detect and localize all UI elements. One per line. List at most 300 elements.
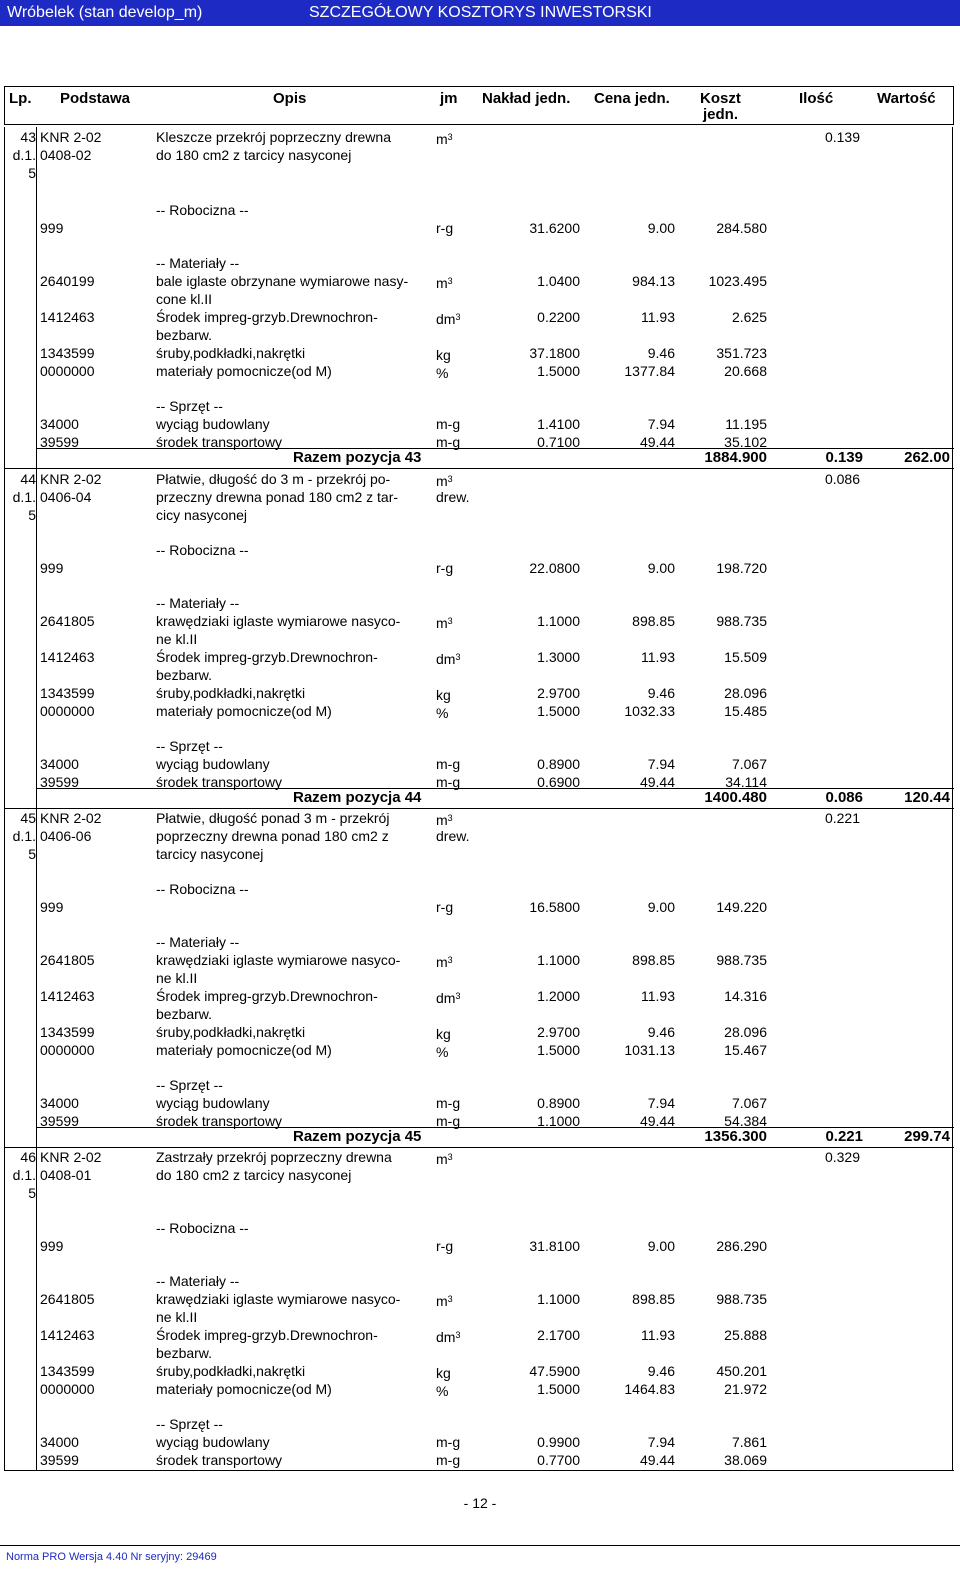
equipment-price: 7.94 <box>647 1095 675 1111</box>
material-cost: 21.972 <box>724 1381 767 1397</box>
equipment-unit: m-g <box>436 1095 461 1111</box>
position-summary-label: Razem pozycja 43 <box>293 449 422 466</box>
equipment-price: 49.44 <box>639 1452 675 1468</box>
equipment-norm: 0.7700 <box>537 1452 580 1468</box>
equipment-unit: m-g <box>436 1452 461 1468</box>
position-description: do 180 cm2 z tarcicy nasyconej <box>156 1167 352 1183</box>
material-cost: 351.723 <box>716 345 767 361</box>
materials-section-label: -- Materiały -- <box>156 1273 240 1289</box>
equipment-price: 49.44 <box>639 1113 675 1129</box>
material-unit-base: dm <box>436 651 456 667</box>
material-cost: 14.316 <box>724 988 767 1004</box>
material-code: 2641805 <box>40 1291 95 1307</box>
equipment-description: wyciąg budowlany <box>156 1095 270 1111</box>
material-norm: 1.5000 <box>537 363 580 379</box>
material-norm: 1.2000 <box>537 988 580 1004</box>
position-unit-exponent: 3 <box>447 813 453 823</box>
position-quantity: 0.329 <box>824 1149 860 1165</box>
equipment-description: środek transportowy <box>156 1452 283 1468</box>
position-summary-quantity: 0.086 <box>825 789 863 806</box>
material-description: Środek impreg-grzyb.Drewnochron- <box>156 309 378 325</box>
table-bottom-rule <box>4 1470 954 1471</box>
position-unit-base: m <box>436 131 448 147</box>
material-description: śruby,podkładki,nakrętki <box>156 1363 306 1379</box>
labor-cost: 149.220 <box>716 899 767 915</box>
col-jm: jm <box>440 90 458 107</box>
material-unit <box>436 272 453 292</box>
material-norm: 1.0400 <box>537 273 580 289</box>
col-koszt: Koszt <box>700 90 741 107</box>
equipment-description: wyciąg budowlany <box>156 1434 270 1450</box>
position-basis: 0408-02 <box>40 147 92 163</box>
equipment-section-label: -- Sprzęt -- <box>156 398 223 414</box>
equipment-code: 34000 <box>40 1095 79 1111</box>
position-description: tarcicy nasyconej <box>156 846 264 862</box>
equipment-unit: m-g <box>436 1434 461 1450</box>
material-description: bale iglaste obrzynane wymiarowe nasy- <box>156 273 409 289</box>
position-lp: 5 <box>28 846 36 862</box>
material-description: śruby,podkładki,nakrętki <box>156 345 306 361</box>
footer-divider <box>0 1545 960 1546</box>
equipment-cost: 54.384 <box>724 1113 767 1129</box>
material-cost: 15.509 <box>724 649 767 665</box>
equipment-code: 34000 <box>40 416 79 432</box>
labor-norm: 22.0800 <box>529 560 580 576</box>
material-cost: 1023.495 <box>708 273 767 289</box>
material-unit <box>436 344 451 364</box>
position-description: poprzeczny drewna ponad 180 cm2 z <box>156 828 389 844</box>
position-summary-cost: 1400.480 <box>704 789 767 806</box>
material-price: 9.46 <box>647 1363 675 1379</box>
labor-norm: 31.8100 <box>529 1238 580 1254</box>
material-description: bezbarw. <box>156 667 213 683</box>
labor-section-label: -- Robocizna -- <box>156 1220 249 1236</box>
material-unit-exponent: 3 <box>455 1330 461 1340</box>
position-unit <box>436 809 453 829</box>
equipment-cost: 38.069 <box>724 1452 767 1468</box>
position-basis: KNR 2-02 <box>40 1149 102 1165</box>
material-unit <box>436 1362 451 1382</box>
equipment-norm: 0.8900 <box>537 1095 580 1111</box>
position-right-border <box>952 1146 953 1470</box>
labor-cost: 198.720 <box>716 560 767 576</box>
material-unit-exponent: 3 <box>455 652 461 662</box>
material-price: 11.93 <box>641 1327 675 1343</box>
material-unit-base: dm <box>436 311 456 327</box>
material-description: krawędziaki iglaste wymiarowe nasyco- <box>156 1291 401 1307</box>
labor-code: 999 <box>40 1238 64 1254</box>
material-price: 11.93 <box>641 649 675 665</box>
equipment-code: 34000 <box>40 1434 79 1450</box>
position-lp: d.1. <box>12 828 36 844</box>
material-cost: 450.201 <box>716 1363 767 1379</box>
materials-section-label: -- Materiały -- <box>156 934 240 950</box>
material-unit <box>436 702 448 722</box>
position-lp: d.1. <box>12 1167 36 1183</box>
position-right-border <box>952 807 953 1146</box>
position-unit-exponent: 3 <box>447 474 453 484</box>
material-price: 11.93 <box>641 309 675 325</box>
position-description: Zastrzały przekrój poprzeczny drewna <box>156 1149 392 1165</box>
position-summary-label: Razem pozycja 45 <box>293 1128 422 1145</box>
position-unit-base: m <box>436 1151 448 1167</box>
labor-cost: 286.290 <box>716 1238 767 1254</box>
position-right-border <box>952 467 953 807</box>
material-code: 2640199 <box>40 273 95 289</box>
labor-norm: 31.6200 <box>529 220 580 236</box>
material-unit-base: kg <box>436 347 451 363</box>
material-unit <box>436 308 460 328</box>
material-norm: 1.1000 <box>537 952 580 968</box>
equipment-section-label: -- Sprzęt -- <box>156 738 223 754</box>
equipment-unit: m-g <box>436 1113 461 1129</box>
material-code: 0000000 <box>40 703 95 719</box>
material-price: 11.93 <box>641 988 675 1004</box>
position-unit <box>436 1148 453 1168</box>
labor-unit: r-g <box>436 1238 454 1254</box>
material-norm: 1.1000 <box>537 613 580 629</box>
equipment-cost: 7.067 <box>731 756 767 772</box>
labor-section-label: -- Robocizna -- <box>156 202 249 218</box>
material-unit-base: % <box>436 705 449 721</box>
labor-price: 9.00 <box>647 1238 675 1254</box>
equipment-price: 49.44 <box>639 774 675 790</box>
equipment-section-label: -- Sprzęt -- <box>156 1077 223 1093</box>
material-price: 1031.13 <box>624 1042 675 1058</box>
software-version: Norma PRO Wersja 4.40 Nr seryjny: 29469 <box>6 1551 217 1563</box>
equipment-description: środek transportowy <box>156 774 283 790</box>
material-cost: 988.735 <box>716 952 767 968</box>
position-description: Płatwie, długość do 3 m - przekrój po- <box>156 471 391 487</box>
material-code: 1412463 <box>40 1327 95 1343</box>
material-description: bezbarw. <box>156 1345 213 1361</box>
material-norm: 1.5000 <box>537 703 580 719</box>
material-unit <box>436 612 453 632</box>
equipment-description: wyciąg budowlany <box>156 756 270 772</box>
position-description: do 180 cm2 z tarcicy nasyconej <box>156 147 352 163</box>
material-norm: 37.1800 <box>529 345 580 361</box>
summary-top-rule <box>36 1127 954 1128</box>
material-unit <box>436 648 460 668</box>
material-description: materiały pomocnicze(od M) <box>156 1381 332 1397</box>
material-price: 9.46 <box>647 685 675 701</box>
material-description: krawędziaki iglaste wymiarowe nasyco- <box>156 613 401 629</box>
material-code: 1412463 <box>40 309 95 325</box>
equipment-description: środek transportowy <box>156 434 283 450</box>
material-cost: 988.735 <box>716 613 767 629</box>
material-price: 898.85 <box>632 1291 675 1307</box>
material-code: 0000000 <box>40 363 95 379</box>
material-norm: 1.5000 <box>537 1042 580 1058</box>
material-unit-base: % <box>436 365 449 381</box>
position-unit <box>436 470 453 490</box>
equipment-norm: 0.6900 <box>537 774 580 790</box>
equipment-price: 7.94 <box>647 416 675 432</box>
material-code: 1343599 <box>40 1363 95 1379</box>
position-summary-quantity: 0.139 <box>825 449 863 466</box>
material-norm: 1.3000 <box>537 649 580 665</box>
material-cost: 988.735 <box>716 1291 767 1307</box>
position-description: Kleszcze przekrój poprzeczny drewna <box>156 129 391 145</box>
equipment-cost: 7.067 <box>731 1095 767 1111</box>
material-price: 9.46 <box>647 1024 675 1040</box>
material-norm: 2.9700 <box>537 1024 580 1040</box>
position-description: cicy nasyconej <box>156 507 248 523</box>
position-summary-value: 262.00 <box>904 449 950 466</box>
material-norm: 1.1000 <box>537 1291 580 1307</box>
material-description: cone kl.II <box>156 291 213 307</box>
position-unit-base: m <box>436 812 448 828</box>
page-number: - 12 - <box>463 1495 497 1511</box>
equipment-unit: m-g <box>436 774 461 790</box>
material-description: bezbarw. <box>156 327 213 343</box>
position-basis: KNR 2-02 <box>40 129 102 145</box>
material-cost: 2.625 <box>731 309 767 325</box>
material-code: 0000000 <box>40 1042 95 1058</box>
material-price: 898.85 <box>632 613 675 629</box>
material-description: Środek impreg-grzyb.Drewnochron- <box>156 1327 378 1343</box>
position-basis: KNR 2-02 <box>40 810 102 826</box>
position-left-border <box>4 127 5 467</box>
material-price: 1032.33 <box>624 703 675 719</box>
material-description: materiały pomocnicze(od M) <box>156 1042 332 1058</box>
position-summary-label: Razem pozycja 44 <box>293 789 422 806</box>
col-lp: Lp. <box>9 90 32 107</box>
material-price: 984.13 <box>632 273 675 289</box>
material-unit-exponent: 3 <box>455 312 461 322</box>
position-lp: 5 <box>28 165 36 181</box>
position-right-border <box>952 127 953 467</box>
equipment-description: środek transportowy <box>156 1113 283 1129</box>
position-quantity: 0.086 <box>824 471 860 487</box>
position-lp: 5 <box>28 507 36 523</box>
equipment-code: 39599 <box>40 1113 79 1129</box>
material-code: 2641805 <box>40 613 95 629</box>
material-unit-base: dm <box>436 1329 456 1345</box>
material-description: krawędziaki iglaste wymiarowe nasyco- <box>156 952 401 968</box>
position-unit-suffix: drew. <box>436 489 470 505</box>
position-description: Płatwie, długość ponad 3 m - przekrój <box>156 810 390 826</box>
material-unit <box>436 1041 448 1061</box>
position-summary-value: 299.74 <box>904 1128 950 1145</box>
position-summary-cost: 1356.300 <box>704 1128 767 1145</box>
equipment-cost: 34.114 <box>725 774 767 790</box>
equipment-cost: 35.102 <box>724 434 767 450</box>
material-unit-exponent: 3 <box>455 991 461 1001</box>
position-left-border <box>4 1146 5 1470</box>
position-basis: 0408-01 <box>40 1167 92 1183</box>
labor-price: 9.00 <box>647 220 675 236</box>
material-unit-base: % <box>436 1044 449 1060</box>
material-description: materiały pomocnicze(od M) <box>156 363 332 379</box>
equipment-norm: 1.1000 <box>537 1113 580 1129</box>
material-description: śruby,podkładki,nakrętki <box>156 1024 306 1040</box>
material-code: 1343599 <box>40 685 95 701</box>
material-cost: 20.668 <box>724 363 767 379</box>
equipment-norm: 0.9900 <box>537 1434 580 1450</box>
position-lp: 43 <box>20 129 36 145</box>
material-code: 0000000 <box>40 1381 95 1397</box>
equipment-section-label: -- Sprzęt -- <box>156 1416 223 1432</box>
position-unit-base: m <box>436 473 448 489</box>
material-unit <box>436 1290 453 1310</box>
position-left-border <box>4 807 5 1146</box>
material-unit-base: m <box>436 1293 448 1309</box>
labor-norm: 16.5800 <box>529 899 580 915</box>
labor-section-label: -- Robocizna -- <box>156 881 249 897</box>
material-unit-exponent: 3 <box>447 276 453 286</box>
labor-price: 9.00 <box>647 899 675 915</box>
material-unit-base: kg <box>436 687 451 703</box>
position-lp-divider <box>36 807 37 1146</box>
material-unit-base: % <box>436 1383 449 1399</box>
equipment-unit: m-g <box>436 756 461 772</box>
material-code: 2641805 <box>40 952 95 968</box>
equipment-unit: m-g <box>436 416 461 432</box>
material-unit-exponent: 3 <box>447 955 453 965</box>
position-summary-cost: 1884.900 <box>704 449 767 466</box>
labor-code: 999 <box>40 560 64 576</box>
material-unit-base: kg <box>436 1365 451 1381</box>
material-price: 1464.83 <box>624 1381 675 1397</box>
equipment-description: wyciąg budowlany <box>156 416 270 432</box>
equipment-cost: 11.195 <box>725 416 767 432</box>
material-cost: 28.096 <box>724 685 767 701</box>
position-left-border <box>4 467 5 807</box>
material-norm: 2.1700 <box>537 1327 580 1343</box>
material-norm: 2.9700 <box>537 685 580 701</box>
material-description: Środek impreg-grzyb.Drewnochron- <box>156 649 378 665</box>
material-unit-exponent: 3 <box>447 616 453 626</box>
material-code: 1412463 <box>40 988 95 1004</box>
col-koszt-jedn: jedn. <box>703 106 739 123</box>
material-description: ne kl.II <box>156 1309 198 1325</box>
material-unit <box>436 951 453 971</box>
equipment-code: 39599 <box>40 434 79 450</box>
col-podstawa: Podstawa <box>60 90 131 107</box>
col-opis: Opis <box>273 90 307 107</box>
col-cena: Cena jedn. <box>594 90 670 107</box>
position-basis: KNR 2-02 <box>40 471 102 487</box>
equipment-price: 7.94 <box>647 756 675 772</box>
material-price: 1377.84 <box>624 363 675 379</box>
position-lp-divider <box>36 127 37 467</box>
position-basis: 0406-04 <box>40 489 92 505</box>
material-unit <box>436 362 448 382</box>
material-norm: 0.2200 <box>537 309 580 325</box>
equipment-norm: 0.8900 <box>537 756 580 772</box>
labor-cost: 284.580 <box>716 220 767 236</box>
equipment-price: 49.44 <box>639 434 675 450</box>
material-unit-exponent: 3 <box>447 1294 453 1304</box>
col-ilosc: Ilość <box>799 90 834 107</box>
material-cost: 25.888 <box>724 1327 767 1343</box>
material-unit-base: m <box>436 954 448 970</box>
material-description: ne kl.II <box>156 631 198 647</box>
position-basis: 0406-06 <box>40 828 92 844</box>
document-title: SZCZEGÓŁOWY KOSZTORYS INWESTORSKI <box>309 4 652 21</box>
material-code: 1412463 <box>40 649 95 665</box>
equipment-norm: 0.7100 <box>537 434 580 450</box>
position-quantity: 0.139 <box>824 129 860 145</box>
material-unit <box>436 1380 448 1400</box>
position-unit-exponent: 3 <box>447 1152 453 1162</box>
material-description: Środek impreg-grzyb.Drewnochron- <box>156 988 378 1004</box>
material-cost: 15.485 <box>724 703 767 719</box>
material-price: 9.46 <box>647 345 675 361</box>
position-lp-divider <box>36 467 37 807</box>
material-unit-base: kg <box>436 1026 451 1042</box>
position-summary-value: 120.44 <box>904 789 950 806</box>
summary-top-rule <box>36 788 954 789</box>
equipment-code: 39599 <box>40 1452 79 1468</box>
position-lp: 44 <box>20 471 36 487</box>
position-lp: 45 <box>20 810 36 826</box>
material-unit <box>436 1326 460 1346</box>
material-unit-base: dm <box>436 990 456 1006</box>
materials-section-label: -- Materiały -- <box>156 595 240 611</box>
position-unit <box>436 128 453 148</box>
material-unit <box>436 1023 451 1043</box>
summary-bottom-rule <box>4 468 954 469</box>
material-cost: 28.096 <box>724 1024 767 1040</box>
labor-price: 9.00 <box>647 560 675 576</box>
position-lp: d.1. <box>12 489 36 505</box>
position-lp: 46 <box>20 1149 36 1165</box>
position-unit-exponent: 3 <box>447 132 453 142</box>
position-lp-divider <box>36 1146 37 1470</box>
labor-unit: r-g <box>436 560 454 576</box>
col-wartosc: Wartość <box>877 90 936 107</box>
position-unit-suffix: drew. <box>436 828 470 844</box>
material-description: materiały pomocnicze(od M) <box>156 703 332 719</box>
position-description: przeczny drewna ponad 180 cm2 z tar- <box>156 489 399 505</box>
material-unit <box>436 684 451 704</box>
material-description: śruby,podkładki,nakrętki <box>156 685 306 701</box>
labor-unit: r-g <box>436 220 454 236</box>
labor-code: 999 <box>40 220 64 236</box>
material-price: 898.85 <box>632 952 675 968</box>
position-lp: 5 <box>28 1185 36 1201</box>
equipment-unit: m-g <box>436 434 461 450</box>
material-norm: 47.5900 <box>529 1363 580 1379</box>
labor-unit: r-g <box>436 899 454 915</box>
material-description: ne kl.II <box>156 970 198 986</box>
material-code: 1343599 <box>40 1024 95 1040</box>
equipment-code: 34000 <box>40 756 79 772</box>
project-title: Wróbelek (stan develop_m) <box>7 4 203 21</box>
material-unit-base: m <box>436 615 448 631</box>
position-lp: d.1. <box>12 147 36 163</box>
material-description: bezbarw. <box>156 1006 213 1022</box>
material-norm: 1.5000 <box>537 1381 580 1397</box>
material-cost: 15.467 <box>724 1042 767 1058</box>
summary-top-rule <box>36 448 954 449</box>
labor-code: 999 <box>40 899 64 915</box>
equipment-cost: 7.861 <box>731 1434 767 1450</box>
materials-section-label: -- Materiały -- <box>156 255 240 271</box>
equipment-price: 7.94 <box>647 1434 675 1450</box>
labor-section-label: -- Robocizna -- <box>156 542 249 558</box>
col-naklad: Nakład jedn. <box>482 90 571 107</box>
material-unit <box>436 987 460 1007</box>
material-unit-base: m <box>436 275 448 291</box>
position-summary-quantity: 0.221 <box>825 1128 863 1145</box>
equipment-norm: 1.4100 <box>537 416 580 432</box>
equipment-code: 39599 <box>40 774 79 790</box>
position-quantity: 0.221 <box>824 810 860 826</box>
material-code: 1343599 <box>40 345 95 361</box>
